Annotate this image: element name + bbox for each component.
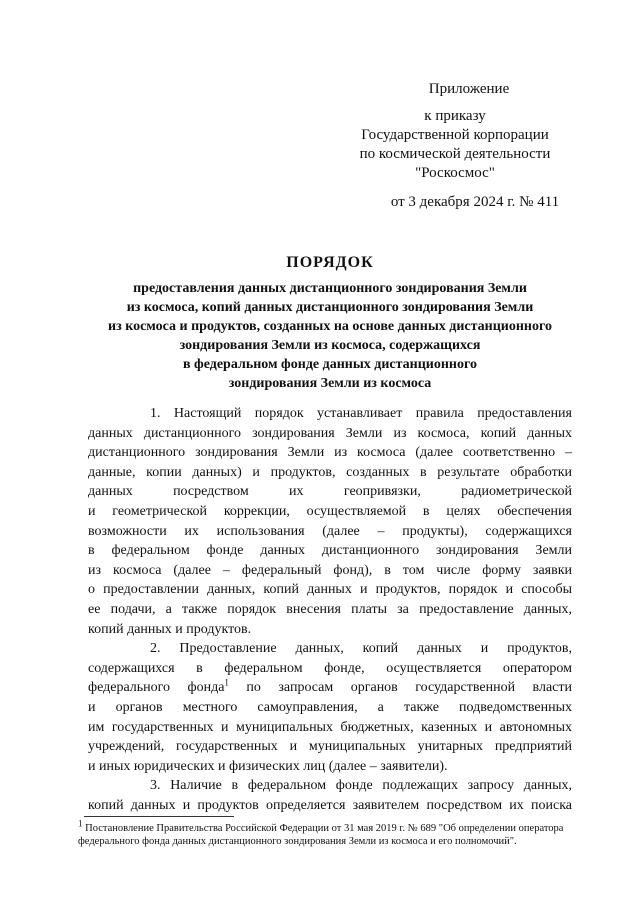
body-line: данных посредством их геопривязки, радиометрической bbox=[88, 484, 572, 500]
body-line: данных дистанционного зондирования Земли из космоса, копий данных bbox=[88, 425, 572, 441]
body-text: федерального фонда bbox=[88, 680, 225, 696]
body-line: и иных юридических и физических лиц (далее – заявители). bbox=[88, 758, 448, 774]
subtitle-line: из космоса, копий данных дистанционного зондирования Земли bbox=[126, 300, 534, 315]
appendix-label: Приложение bbox=[428, 81, 510, 97]
document-body bbox=[88, 404, 572, 815]
document-subtitle bbox=[80, 279, 580, 393]
subtitle-line: в федеральном фонде данных дистанционного bbox=[182, 357, 478, 372]
footnote bbox=[78, 818, 574, 848]
footnote-divider bbox=[84, 816, 234, 817]
appendix-org-name: "Роскосмос" bbox=[415, 165, 495, 181]
body-line: в федеральном фонде данных дистанционного зондирования Земли bbox=[88, 543, 572, 559]
footnote-reference: 1 bbox=[224, 677, 229, 688]
appendix-header bbox=[330, 80, 580, 212]
body-line: возможности их использования (далее – продукты), содержащихся bbox=[88, 523, 572, 539]
paragraph-3 bbox=[88, 776, 572, 815]
body-line: учреждений, государственных и муниципальных унитарных предприятий bbox=[88, 739, 572, 755]
paragraph-1 bbox=[88, 404, 572, 639]
footnote-mark: 1 bbox=[78, 818, 83, 829]
body-line: копий данных и продуктов. bbox=[88, 621, 252, 637]
body-line: из космоса (далее – федеральный фонд), в том числе форму заявки bbox=[88, 562, 572, 578]
body-line: содержащихся в федеральном фонде, осуществляется оператором bbox=[88, 660, 572, 676]
body-line: копий данных и продуктов определяется заявителем посредством их поиска bbox=[88, 797, 572, 813]
body-line: 3. Наличие в федеральном фонде подлежащих запросу данных, bbox=[150, 778, 572, 794]
body-line: ее подачи, а также порядок внесения платы за предоставление данных, bbox=[88, 601, 572, 617]
subtitle-line: из космоса и продуктов, созданных на основе данных дистанционного bbox=[108, 319, 552, 334]
subtitle-line: зондирования Земли из космоса, содержащихся bbox=[179, 338, 481, 353]
appendix-order-ref: к приказу bbox=[424, 108, 486, 124]
body-line: 1. Настоящий порядок устанавливает правила предоставления bbox=[150, 406, 572, 421]
subtitle-line: зондирования Земли из космоса bbox=[228, 376, 432, 391]
body-text: по запросам органов государственной власти bbox=[228, 680, 572, 696]
appendix-corporation: Государственной корпорации bbox=[361, 127, 549, 143]
body-line: о предоставлении данных, копий данных и продуктов, порядок и способы bbox=[88, 582, 572, 598]
body-line-with-footnote bbox=[88, 678, 572, 698]
paragraph-2 bbox=[88, 639, 572, 776]
body-line: и геометрической коррекции, осуществляемой в целях обеспечения bbox=[88, 503, 572, 519]
body-line: данные, копии данных) и продуктов, созданных в результате обработки bbox=[88, 464, 572, 480]
subtitle-line: предоставления данных дистанционного зондирования Земли bbox=[133, 281, 527, 296]
body-line: 2. Предоставление данных, копий данных и продуктов, bbox=[150, 641, 572, 657]
body-line: и органов местного самоуправления, а также подведомственных bbox=[88, 699, 572, 715]
footnote-text: Постановление Правительства Российской Федерации от 31 мая 2019 г. № 689 "Об определении оператора федерального фонда данных дистанционного зондирования Земли из космоса и его полномочий". bbox=[78, 823, 564, 847]
document-title: ПОРЯДОК bbox=[286, 254, 374, 271]
body-line: дистанционного зондирования Земли из космоса (далее соответственно – bbox=[88, 445, 572, 461]
body-line: им государственных и муниципальных бюджетных, казенных и автономных bbox=[88, 719, 572, 735]
appendix-activity: по космической деятельности bbox=[359, 146, 551, 162]
appendix-date: от 3 декабря 2024 г. № 411 bbox=[390, 194, 560, 210]
